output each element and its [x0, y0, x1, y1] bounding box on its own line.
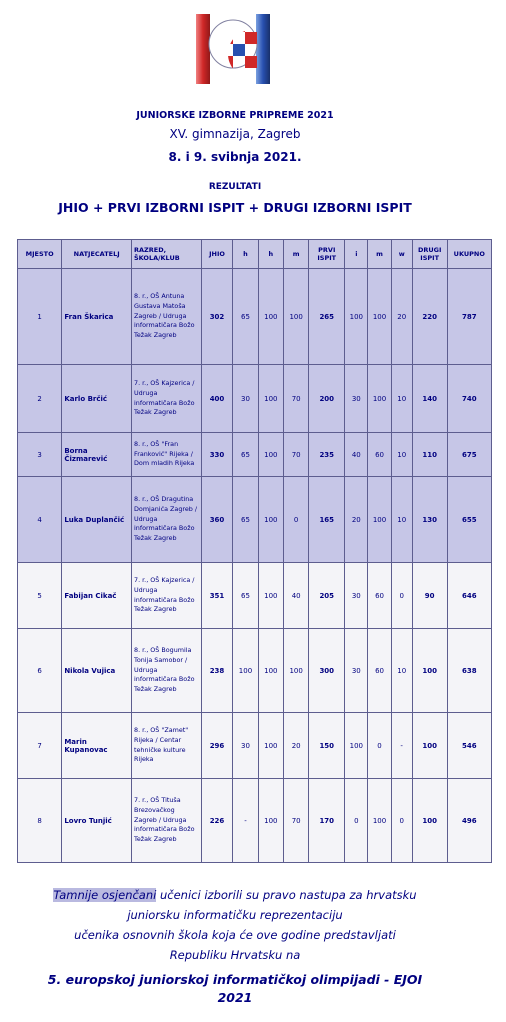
cell-drugi: 100: [412, 629, 447, 713]
cell-h2: 100: [258, 713, 283, 779]
cell-jhio: 238: [201, 629, 233, 713]
cell-place: 5: [18, 563, 62, 629]
cell-m2: 100: [368, 365, 391, 433]
cell-i: 30: [345, 365, 368, 433]
cell-prvi: 150: [309, 713, 345, 779]
cell-prvi: 200: [309, 365, 345, 433]
cell-drugi: 140: [412, 365, 447, 433]
cell-drugi: 110: [412, 433, 447, 477]
table-row: [18, 779, 492, 863]
cell-drugi: 100: [412, 713, 447, 779]
results-table: [17, 239, 492, 863]
footer-year: 2021: [217, 990, 253, 1005]
cell-w: 0: [391, 779, 412, 863]
cell-jhio: 226: [201, 779, 233, 863]
cell-place: 7: [18, 713, 62, 779]
col-school: RAZRED, ŠKOLA/KLUB: [132, 240, 202, 269]
cell-school: 7. r., OŠ Kajzerica / Udruga informatičara Božo Težak Zagreb: [132, 365, 202, 433]
cell-drugi: 100: [412, 779, 447, 863]
col-m1: m: [283, 240, 308, 269]
cell-place: 8: [18, 779, 62, 863]
footer-line-1: [0, 888, 470, 902]
cell-m1: 70: [283, 433, 308, 477]
cell-h1: 30: [233, 713, 258, 779]
cell-m2: 100: [368, 477, 391, 563]
col-i: i: [345, 240, 368, 269]
cell-drugi: 130: [412, 477, 447, 563]
cell-h2: 100: [258, 365, 283, 433]
cell-m2: 100: [368, 779, 391, 863]
cell-w: 20: [391, 269, 412, 365]
cell-school: 8. r., OŠ "Fran Franković" Rijeka / Dom mladih Rijeka: [132, 433, 202, 477]
cell-m2: 0: [368, 713, 391, 779]
table-row: [18, 269, 492, 365]
col-h1: h: [233, 240, 258, 269]
venue: XV. gimnazija, Zagreb: [169, 127, 301, 141]
cell-h2: 100: [258, 477, 283, 563]
cell-h1: 100: [233, 629, 258, 713]
cell-i: 30: [345, 629, 368, 713]
table-row: [18, 433, 492, 477]
cell-jhio: 360: [201, 477, 233, 563]
cell-h2: 100: [258, 433, 283, 477]
cell-jhio: 302: [201, 269, 233, 365]
cell-jhio: 400: [201, 365, 233, 433]
footer-line-1-rest: učenici izborili su pravo nastupa za hrvatsku: [156, 888, 417, 902]
cell-total: 787: [447, 269, 491, 365]
cell-prvi: 170: [309, 779, 345, 863]
hio-logo: [190, 10, 276, 86]
cell-prvi: 235: [309, 433, 345, 477]
cell-i: 0: [345, 779, 368, 863]
cell-school: 8. r., OŠ Dragutina Domjanića Zagreb / Udruga informatičara Božo Težak Zagreb: [132, 477, 202, 563]
cell-drugi: 90: [412, 563, 447, 629]
cell-place: 2: [18, 365, 62, 433]
cell-school: 8. r., OŠ "Zamet" Rijeka / Centar tehničke kulture Rijeka: [132, 713, 202, 779]
cell-w: 10: [391, 629, 412, 713]
cell-prvi: 205: [309, 563, 345, 629]
cell-drugi: 220: [412, 269, 447, 365]
cell-h2: 100: [258, 629, 283, 713]
footer-line-2: juniorsku informatičku reprezentaciju: [127, 908, 343, 922]
cell-name: Fran Škarica: [62, 269, 132, 365]
cell-m1: 70: [283, 365, 308, 433]
cell-m2: 60: [368, 629, 391, 713]
cell-name: Borna Čizmarević: [62, 433, 132, 477]
cell-name: Marin Kupanovac: [62, 713, 132, 779]
table-row: [18, 563, 492, 629]
table-row: [18, 713, 492, 779]
results-label: REZULTATI: [208, 182, 262, 192]
col-drugi: DRUGI ISPIT: [412, 240, 447, 269]
cell-m1: 100: [283, 629, 308, 713]
cell-total: 675: [447, 433, 491, 477]
table-header-row: [18, 240, 492, 269]
footer-line-3: učenika osnovnih škola koja će ove godine predstavljati: [74, 928, 396, 942]
cell-h1: 65: [233, 433, 258, 477]
col-place: MJESTO: [18, 240, 62, 269]
cell-total: 740: [447, 365, 491, 433]
cell-m2: 60: [368, 563, 391, 629]
col-prvi: PRVI ISPIT: [309, 240, 345, 269]
table-row: [18, 477, 492, 563]
footer-highlight: Tamnije osjenčani: [53, 888, 157, 902]
col-h2: h: [258, 240, 283, 269]
cell-h1: 65: [233, 269, 258, 365]
cell-name: Luka Duplančić: [62, 477, 132, 563]
event-title: JUNIORSKE IZBORNE PRIPREME 2021: [136, 110, 334, 121]
event-date: 8. i 9. svibnja 2021.: [168, 150, 302, 164]
cell-place: 3: [18, 433, 62, 477]
cell-i: 40: [345, 433, 368, 477]
col-jhio: JHIO: [201, 240, 233, 269]
cell-h1: 30: [233, 365, 258, 433]
col-total: UKUPNO: [447, 240, 491, 269]
cell-m1: 100: [283, 269, 308, 365]
cell-i: 100: [345, 713, 368, 779]
cell-school: 8. r., OŠ Bogumila Tonija Samobor / Udruga informatičara Božo Težak Zagreb: [132, 629, 202, 713]
cell-w: 0: [391, 563, 412, 629]
cell-w: 10: [391, 477, 412, 563]
cell-prvi: 265: [309, 269, 345, 365]
cell-h2: 100: [258, 269, 283, 365]
cell-name: Lovro Tunjić: [62, 779, 132, 863]
cell-school: 7. r., OŠ Kajzerica / Udruga informatičara Božo Težak Zagreb: [132, 563, 202, 629]
cell-school: 7. r., OŠ Tituša Brezovačkog Zagreb / Udruga informatičara Božo Težak Zagreb: [132, 779, 202, 863]
cell-jhio: 351: [201, 563, 233, 629]
cell-prvi: 165: [309, 477, 345, 563]
cell-total: 646: [447, 563, 491, 629]
col-m2: m: [368, 240, 391, 269]
table-row: [18, 629, 492, 713]
cell-total: 638: [447, 629, 491, 713]
col-name: NATJECATELJ: [62, 240, 132, 269]
cell-h1: -: [233, 779, 258, 863]
cell-place: 4: [18, 477, 62, 563]
cell-total: 496: [447, 779, 491, 863]
table-row: [18, 365, 492, 433]
cell-w: 10: [391, 433, 412, 477]
cell-jhio: 296: [201, 713, 233, 779]
cell-m2: 100: [368, 269, 391, 365]
cell-i: 100: [345, 269, 368, 365]
cell-name: Nikola Vujica: [62, 629, 132, 713]
cell-name: Fabijan Cikač: [62, 563, 132, 629]
cell-h2: 100: [258, 563, 283, 629]
cell-school: 8. r., OŠ Antuna Gustava Matoša Zagreb / Udruga informatičara Božo Težak Zagreb: [132, 269, 202, 365]
cell-m1: 20: [283, 713, 308, 779]
cell-total: 655: [447, 477, 491, 563]
cell-m2: 60: [368, 433, 391, 477]
cell-m1: 40: [283, 563, 308, 629]
cell-h2: 100: [258, 779, 283, 863]
cell-w: -: [391, 713, 412, 779]
cell-m1: 0: [283, 477, 308, 563]
cell-i: 20: [345, 477, 368, 563]
cell-i: 30: [345, 563, 368, 629]
footer-olympiad: 5. europskoj juniorskoj informatičkoj olimpijadi - EJOI: [47, 972, 423, 987]
cell-name: Karlo Brčić: [62, 365, 132, 433]
cell-total: 546: [447, 713, 491, 779]
cell-w: 10: [391, 365, 412, 433]
cell-m1: 70: [283, 779, 308, 863]
cell-place: 1: [18, 269, 62, 365]
cell-place: 6: [18, 629, 62, 713]
col-w: w: [391, 240, 412, 269]
cell-prvi: 300: [309, 629, 345, 713]
cell-h1: 65: [233, 563, 258, 629]
cell-h1: 65: [233, 477, 258, 563]
footer-line-4: Republiku Hrvatsku na: [169, 948, 301, 962]
cell-jhio: 330: [201, 433, 233, 477]
results-title: JHIO + PRVI IZBORNI ISPIT + DRUGI IZBORNI ISPIT: [58, 200, 412, 215]
